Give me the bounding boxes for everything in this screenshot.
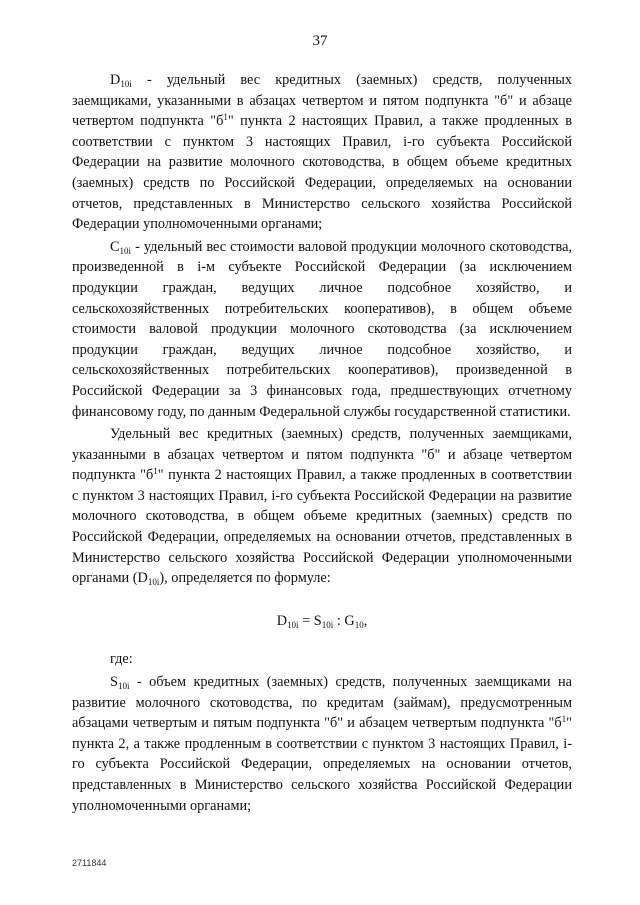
formula — [72, 611, 572, 632]
formula-s-subscript: 10i — [321, 619, 334, 630]
paragraph-text-cont: " пункта 2 настоящих Правил, а также продленных в соответствии с пунктом 3 настоящих Правил, i-го субъекта Российской Федерации на развитие молочного скотоводства, в общем объеме кредитных (заемных) средств по Российской Федерации, определяемых на основании отчетов, представленных в Министерство сельского хозяйства Российской Федерации уполномоченными органами ( — [72, 467, 572, 587]
symbol-c-subscript: 10i — [119, 245, 132, 256]
formula-d-subscript: 10i — [287, 619, 299, 630]
formula-divide: : — [333, 612, 345, 629]
definition-c10i — [72, 237, 572, 422]
where-label: где: — [110, 651, 133, 668]
definition-s10i — [72, 672, 572, 816]
definition-text: - удельный вес кредитных (заемных) средств, полученных заемщиками, указанными в абзацах четвертом и пятом подпункта "б" и абзаце четвертом подпункта "б — [72, 72, 572, 130]
symbol-s: S — [110, 674, 118, 691]
formula-s: S — [313, 612, 322, 629]
definition-text-cont: " пункта 2, а также продленным в соответствии с пунктом 3 настоящих Правил, i-го субъекта Российской Федерации, определяемых на основании отчетов, представленных в Министерство сельского хозяйства Российской Федерации уполномоченными органами; — [72, 715, 572, 814]
document-body — [72, 70, 572, 816]
definition-text: - объем кредитных (заемных) средств, полученных заемщиками на развитие молочного скотоводства, по кредитам (займам), предусмотренным абзацами четвертым и пятым подпункта "б" и абзацем четвертым подпункта "б — [72, 674, 572, 732]
superscript: 1 — [561, 714, 567, 725]
paragraph-text: Удельный вес кредитных (заемных) средств, полученных заемщиками, указанными в абзацах четвертом и пятом подпункта "б" и абзаце четвертом подпункта "б — [72, 426, 572, 484]
definition-d10i — [72, 70, 572, 235]
formula-equals: = — [298, 612, 314, 629]
document-id: 2711844 — [72, 858, 107, 868]
superscript: 1 — [153, 466, 158, 477]
superscript: 1 — [223, 112, 228, 123]
formula-g-subscript: 10 — [354, 619, 364, 630]
page-number: 37 — [312, 33, 328, 49]
formula-d: D — [276, 612, 288, 629]
symbol-d: D — [137, 570, 148, 587]
symbol-d-subscript: 10i — [147, 577, 160, 588]
symbol-s-subscript: 10i — [117, 681, 130, 692]
formula-g: G — [344, 612, 355, 629]
paragraph-text-end: ), определяется по формуле: — [159, 570, 331, 587]
symbol-d: D — [110, 72, 121, 88]
formula-end: , — [363, 612, 368, 629]
calculation-paragraph — [72, 424, 572, 589]
symbol-d-subscript: 10i — [120, 79, 132, 89]
definition-text-cont: " пункта 2 настоящих Правил, а также продленных в соответствии с пунктом 3 настоящих Правил, i-го субъекта Российской Федерации на развитие молочного скотоводства, в общем объеме кредитных (заемных) средств по Российской Федерации, определяемых на основании отчетов, представленных в Министерство сельского хозяйства Российской Федерации уполномоченными органами; — [72, 113, 572, 233]
symbol-c: C — [110, 238, 120, 255]
definition-text: - удельный вес стоимости валовой продукции молочного скотоводства, произведенной в i-м субъекте Российской Федерации (за исключением продукции граждан, ведущих личное подсобное хозяйство, и сельскохозяйственных потребительских кооперативов), в общем объеме стоимости валовой продукции молочного скотоводства (за исключением продукции граждан, ведущих личное подсобное хозяйство, и сельскохозяйственных потребительских кооперативов), произведенной в Российской Федерации за 3 финансовых года, предшествующих отчетному финансовому году, по данным Федеральной службы государственной статистики. — [72, 238, 572, 420]
